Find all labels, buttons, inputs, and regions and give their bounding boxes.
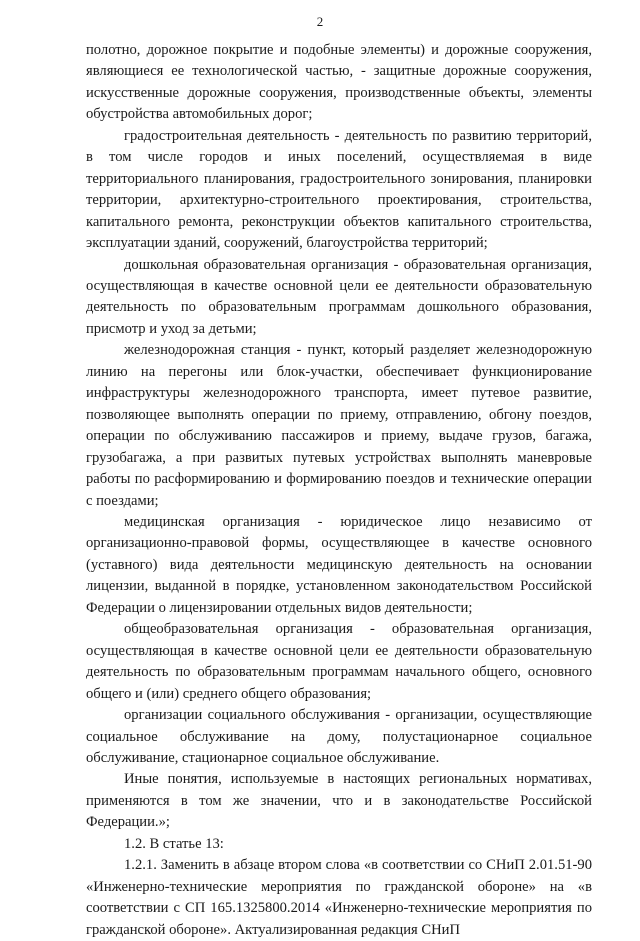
paragraph-definition-railway-station: железнодорожная станция - пункт, который разделяет железнодорожную линию на перегоны или блок-участки, обеспечивает функционирование инфраструктуры железнодорожного транспорта, имеет путевое развитие, позволяющее выполнять операции по приему, отправлению, обгону поездов, операции по обслуживанию пассажиров и приему, выдаче грузов, багажа, грузобагажа, а при развитых путевых устройствах выполнять маневровые работы по расформированию и формированию поездов и технические операции с поездами;: [86, 342, 592, 509]
paragraph-other-concepts: Иные понятия, используемые в настоящих региональных нормативах, применяются в том же значении, что и в законодательстве Российской Федерации.»;: [86, 771, 592, 831]
paragraph-definition-medical-organization: медицинская организация - юридическое лицо независимо от организационно-правовой формы, осуществляющее в качестве основного (уставного) вида деятельности медицинскую деятельность на основании лицензии, выданной в порядке, установленном законодательством Российской Федерации о лицензировании отдельных видов деятельности;: [86, 513, 592, 616]
paragraph-definition-social-service: организации социального обслуживания - организации, осуществляющие социальное обслуживание на дому, полустационарное социальное обслуживание, стационарное социальное обслуживание.: [86, 707, 592, 766]
page-number: 2: [316, 14, 324, 29]
paragraph-continuation: полотно, дорожное покрытие и подобные элементы) и дорожные сооружения, являющиеся ее технологической частью, - защитные дорожные сооружения, искусственные дорожные сооружения, производственные объекты, элементы обустройства автомобильных дорог;: [86, 42, 592, 123]
paragraph-definition-preschool: дошкольная образовательная организация - образовательная организация, осуществляющая в качестве основной цели ее деятельности образовательную деятельность по образовательным программам дошкольного образования, присмотр и уход за детьми;: [86, 256, 592, 337]
paragraph-section-1-2: 1.2. В статье 13:: [124, 835, 224, 852]
paragraph-definition-urban-planning: градостроительная деятельность - деятельность по развитию территорий, в том числе городов и иных поселений, осуществляемая в виде территориального планирования, градостроительного зонирования, планировки территории, архитектурно-строительного проектирования, строительства, капитального ремонта, реконструкции объектов капитального строительства, эксплуатации зданий, сооружений, благоустройства территорий;: [86, 127, 592, 252]
paragraph-definition-general-education: общеобразовательная организация - образовательная организация, осуществляющая в качестве основной цели ее деятельности образовательную деятельность по образовательным программам начального общего, основного общего и (или) среднего общего образования;: [86, 621, 592, 702]
document-body: [86, 40, 592, 941]
paragraph-section-1-2-1: 1.2.1. Заменить в абзаце втором слова «в соответствии со СНиП 2.01.51-90 «Инженерно-технические мероприятия по гражданской обороне» на «в соответствии с СП 165.1325800.2014 «Инженерно-технические мероприятия по гражданской обороне». Актуализированная редакция СНиП: [86, 857, 592, 938]
